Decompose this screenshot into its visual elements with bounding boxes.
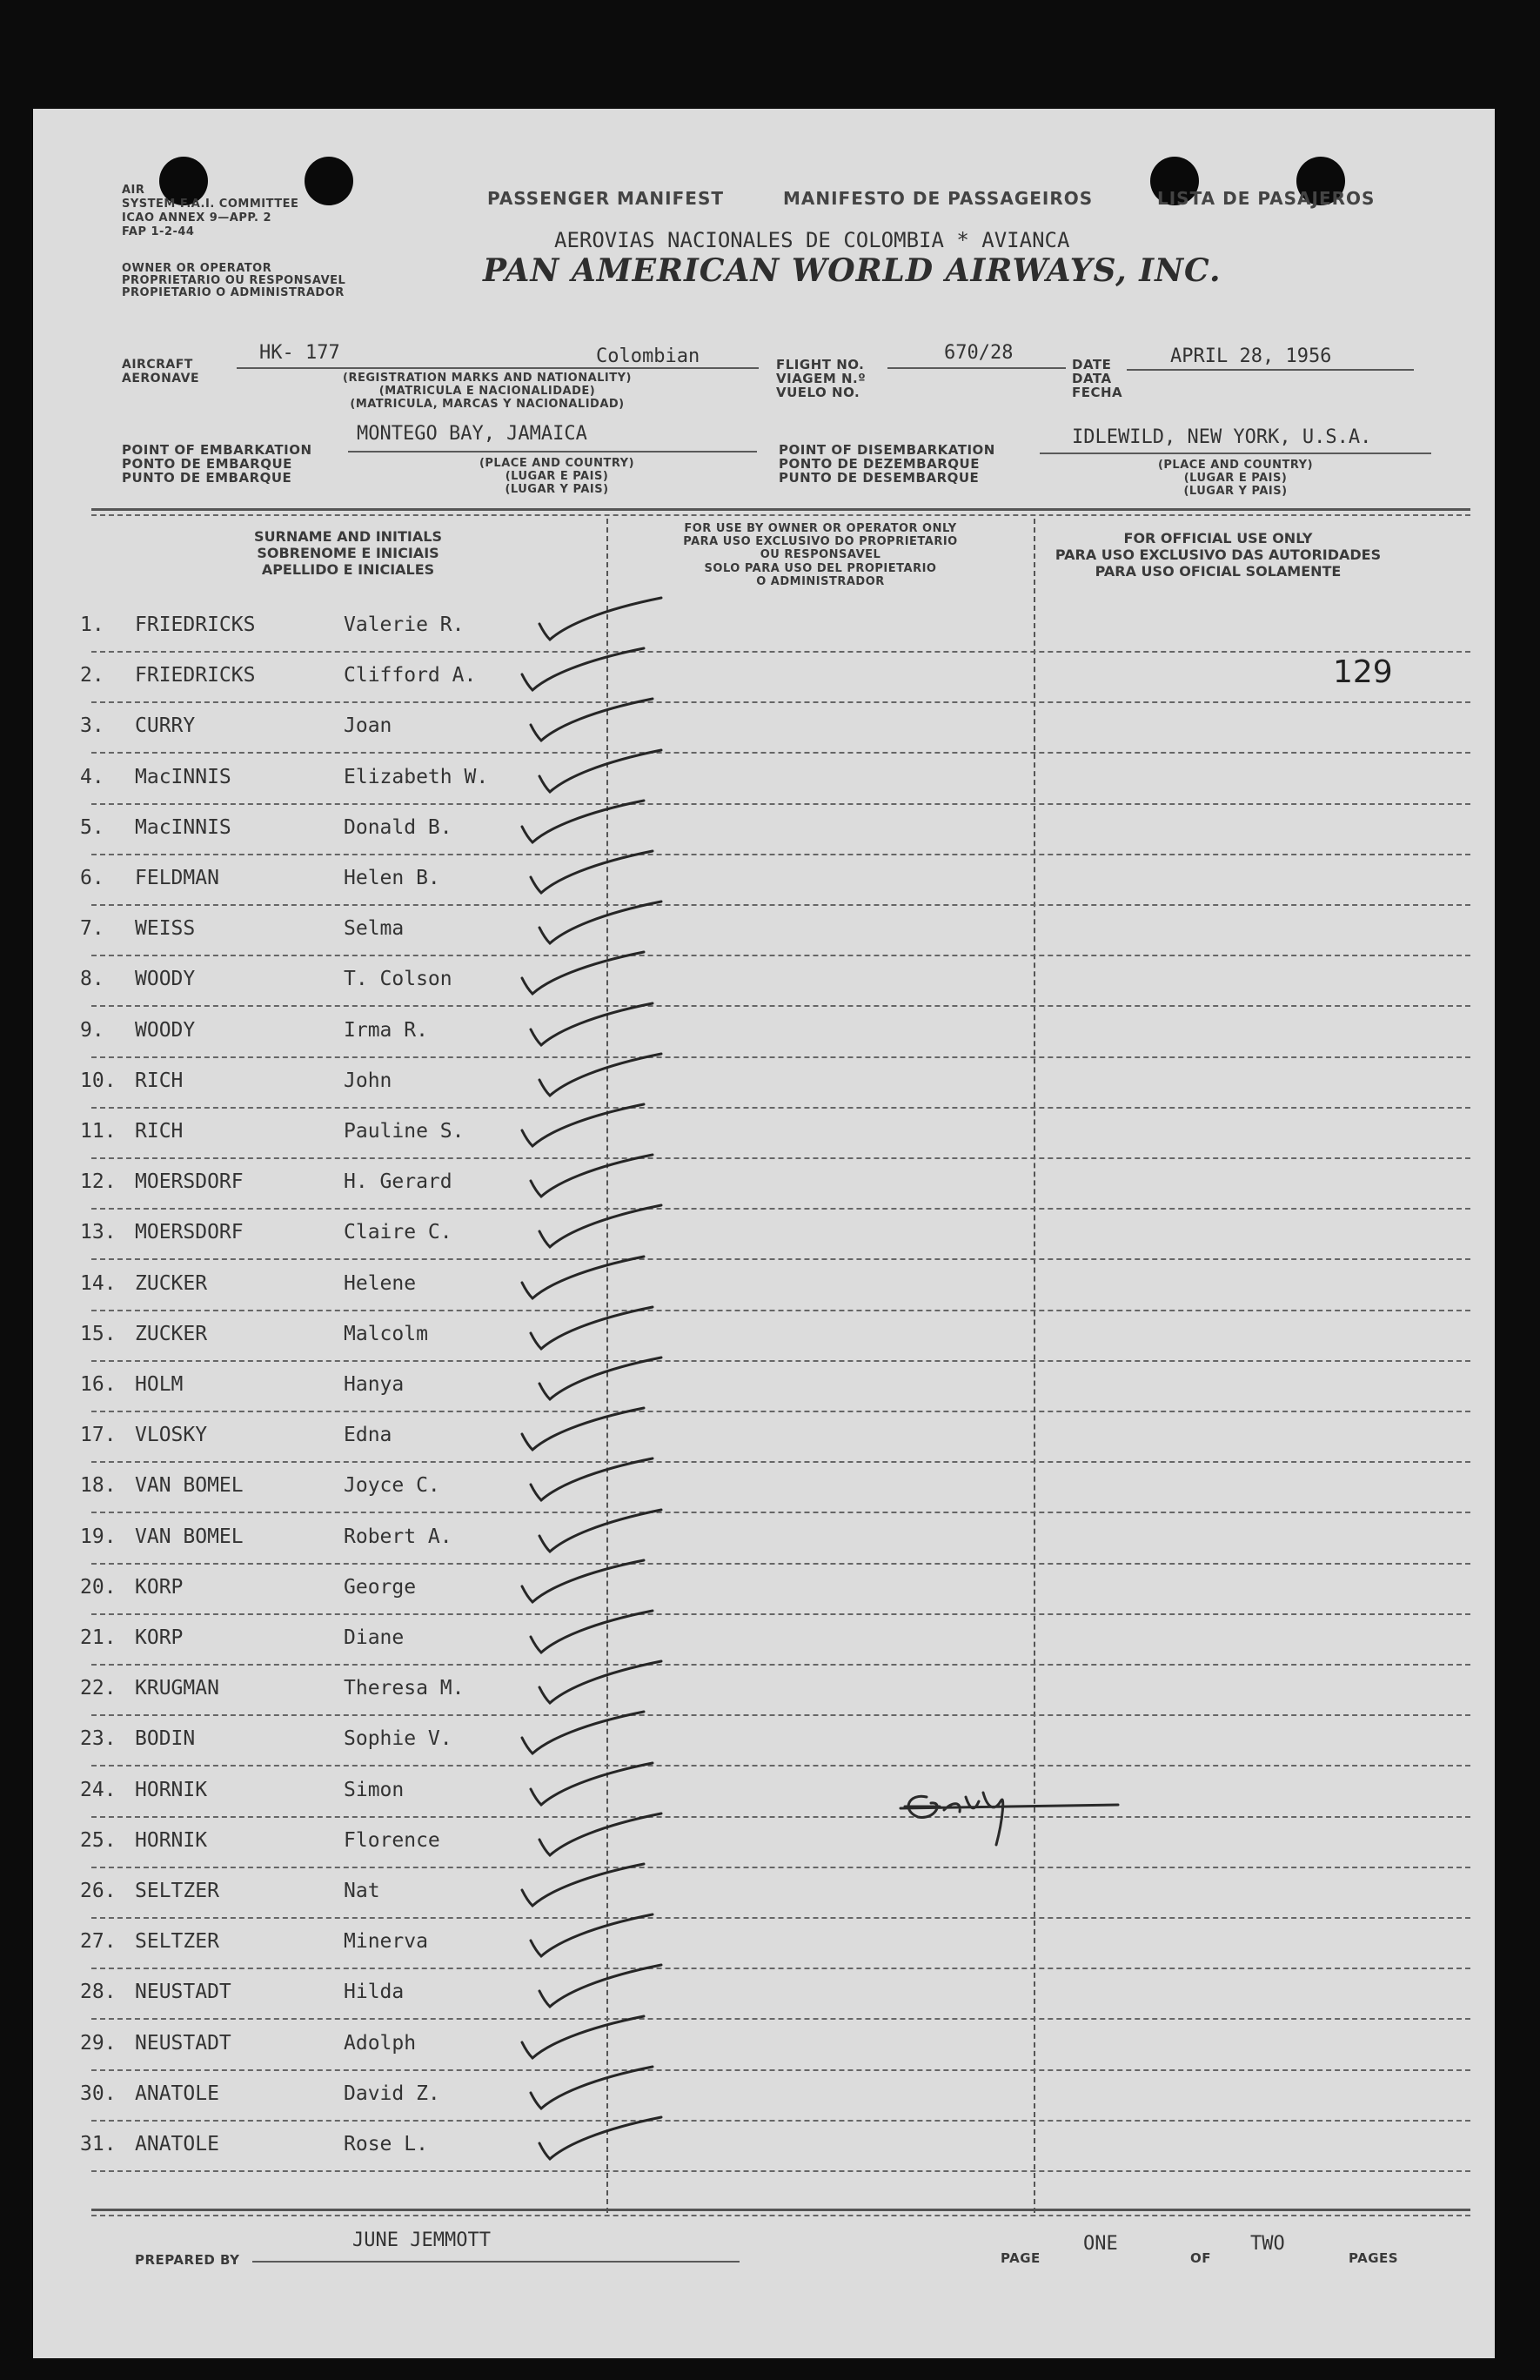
disembark-label: PONTO DE DEZEMBARQUE	[779, 456, 980, 472]
passenger-surname: WOODY	[135, 1018, 196, 1042]
passenger-surname: WEISS	[135, 917, 196, 941]
operator-printed: PAN AMERICAN WORLD AIRWAYS, INC.	[483, 252, 1222, 289]
official-stamp-number: 129	[1333, 654, 1393, 690]
aircraft-label: AERONAVE	[122, 372, 200, 385]
check-mark	[531, 2114, 679, 2175]
row-rule	[91, 752, 1470, 754]
disembark-label: POINT OF DISEMBARKATION	[779, 442, 995, 458]
passenger-number: 14.	[80, 1271, 117, 1295]
passenger-surname: HOLM	[135, 1373, 184, 1396]
passenger-surname: WOODY	[135, 968, 196, 991]
passenger-given-names: George	[344, 1575, 417, 1599]
passenger-number: 2.	[80, 664, 104, 687]
passenger-surname: HORNIK	[135, 1828, 208, 1852]
of-label: OF	[1190, 2250, 1211, 2266]
row-rule	[91, 854, 1470, 855]
flight-number: 670/28	[944, 342, 1014, 364]
owner-header: SOLO PARA USO DEL PROPIETARIO	[704, 562, 937, 575]
passenger-surname: HORNIK	[135, 1778, 208, 1801]
passenger-number: 30.	[80, 2082, 117, 2105]
flight-label: VUELO NO.	[776, 385, 860, 400]
row-rule	[91, 1867, 1470, 1868]
reg-caption: (MATRICULA E NACIONALIDADE)	[378, 385, 596, 398]
passenger-number: 4.	[80, 765, 104, 788]
page-number: ONE	[1083, 2233, 1118, 2255]
date-label: FECHA	[1072, 385, 1123, 400]
aircraft-label: AIRCRAFT	[122, 358, 193, 372]
title-es: LISTA DE PASAJEROS	[1157, 188, 1376, 209]
title-en: PASSENGER MANIFEST	[487, 188, 724, 209]
owner-header: OU RESPONSAVEL	[760, 548, 881, 561]
row-rule	[91, 1714, 1470, 1716]
passenger-surname: KORP	[135, 1626, 184, 1649]
passenger-given-names: Donald B.	[344, 815, 452, 839]
disembark-underline	[1040, 453, 1431, 454]
punch-hole	[305, 157, 353, 205]
row-rule	[91, 1157, 1470, 1159]
date-underline	[1127, 369, 1414, 371]
passenger-given-names: Irma R.	[344, 1018, 428, 1042]
passenger-given-names: Selma	[344, 917, 405, 941]
passenger-surname: ZUCKER	[135, 1271, 208, 1295]
row-rule	[91, 1005, 1470, 1007]
passenger-number: 24.	[80, 1778, 117, 1801]
passenger-given-names: Joan	[344, 714, 392, 738]
passenger-surname: FELDMAN	[135, 867, 219, 889]
passenger-number: 11.	[80, 1120, 117, 1143]
embark-caption: (LUGAR Y PAIS)	[505, 483, 609, 496]
embark-label: PUNTO DE EMBARQUE	[122, 470, 292, 486]
passenger-number: 26.	[80, 1880, 117, 1902]
passenger-surname: SELTZER	[135, 1880, 219, 1902]
passenger-number: 8.	[80, 968, 104, 991]
row-rule	[91, 1310, 1470, 1311]
owner-label: PROPIETARIO O ADMINISTRADOR	[122, 286, 345, 299]
passenger-given-names: Hilda	[344, 1981, 405, 2004]
row-rule	[91, 1258, 1470, 1260]
passenger-number: 1.	[80, 613, 104, 636]
row-rule	[91, 1968, 1470, 1969]
passenger-surname: MacINNIS	[135, 765, 231, 788]
row-rule	[91, 1765, 1470, 1767]
embark-underline	[348, 451, 757, 453]
row-rule	[91, 1208, 1470, 1210]
row-rule	[91, 1816, 1470, 1818]
passenger-number: 29.	[80, 2031, 117, 2055]
owner-header: PARA USO EXCLUSIVO DO PROPRIETARIO	[683, 535, 958, 548]
embark-caption: (LUGAR E PAIS)	[505, 470, 609, 483]
row-rule	[91, 701, 1470, 703]
passenger-given-names: Pauline S.	[344, 1120, 465, 1143]
passenger-number: 28.	[80, 1981, 117, 2004]
passenger-surname: SELTZER	[135, 1930, 219, 1954]
row-rule	[91, 1917, 1470, 1919]
disembark-caption: (LUGAR Y PAIS)	[1183, 485, 1288, 498]
reg-caption: (REGISTRATION MARKS AND NATIONALITY)	[343, 372, 632, 385]
passenger-given-names: H. Gerard	[344, 1170, 452, 1194]
committee-line: AIR	[122, 184, 145, 197]
passenger-given-names: Claire C.	[344, 1221, 452, 1244]
owner-header: FOR USE BY OWNER OR OPERATOR ONLY	[684, 522, 957, 535]
aircraft-reg: HK- 177	[259, 342, 340, 364]
date-label: DATE	[1072, 357, 1112, 372]
passenger-number: 3.	[80, 714, 104, 738]
flight-date: APRIL 28, 1956	[1170, 345, 1332, 367]
passenger-number: 9.	[80, 1018, 104, 1042]
passenger-given-names: Joyce C.	[344, 1474, 440, 1498]
row-rule	[91, 904, 1470, 906]
names-header: SURNAME AND INITIALS	[254, 528, 442, 545]
column-divider	[1034, 519, 1035, 2213]
title-pt: MANIFESTO DE PASSAGEIROS	[783, 188, 1094, 209]
passenger-number: 16.	[80, 1373, 117, 1396]
owner-header: O ADMINISTRADOR	[756, 575, 885, 588]
row-rule	[91, 1461, 1470, 1463]
prepared-underline	[252, 2261, 740, 2263]
passenger-given-names: Minerva	[344, 1930, 428, 1954]
table-bottom-rule	[91, 2209, 1470, 2211]
passenger-surname: KORP	[135, 1575, 184, 1599]
passenger-number: 13.	[80, 1221, 117, 1244]
passenger-given-names: Simon	[344, 1778, 405, 1801]
passenger-given-names: Malcolm	[344, 1322, 428, 1345]
passenger-number: 17.	[80, 1424, 117, 1447]
embark-caption: (PLACE AND COUNTRY)	[479, 457, 635, 470]
row-rule	[91, 1664, 1470, 1666]
row-rule	[91, 2069, 1470, 2071]
passenger-given-names: Nat	[344, 1880, 380, 1902]
row-rule	[91, 1512, 1470, 1513]
passenger-surname: BODIN	[135, 1727, 196, 1751]
passenger-given-names: Hanya	[344, 1373, 405, 1396]
official-header: PARA USO EXCLUSIVO DAS AUTORIDADES	[1055, 546, 1382, 563]
passenger-surname: ANATOLE	[135, 2133, 219, 2155]
passenger-number: 6.	[80, 867, 104, 889]
committee-line: FAP 1-2-44	[122, 225, 195, 238]
owner-label: OWNER OR OPERATOR	[122, 262, 272, 275]
passenger-given-names: David Z.	[344, 2082, 440, 2105]
passenger-number: 20.	[80, 1575, 117, 1599]
passenger-given-names: Diane	[344, 1626, 405, 1649]
passenger-number: 5.	[80, 815, 104, 839]
row-rule	[91, 803, 1470, 805]
passenger-number: 18.	[80, 1474, 117, 1498]
passenger-surname: ANATOLE	[135, 2082, 219, 2105]
disembark-label: PUNTO DE DESEMBARQUE	[779, 470, 980, 486]
passenger-surname: KRUGMAN	[135, 1677, 219, 1700]
passenger-given-names: Theresa M.	[344, 1677, 465, 1700]
passenger-given-names: Helen B.	[344, 867, 440, 889]
passenger-number: 12.	[80, 1170, 117, 1194]
table-top-rule	[91, 514, 1470, 516]
passenger-given-names: John	[344, 1069, 392, 1092]
aircraft-nationality: Colombian	[596, 345, 700, 367]
committee-line: SYSTEM F.A.I. COMMITTEE	[122, 198, 299, 211]
row-rule	[91, 955, 1470, 956]
row-rule	[91, 2170, 1470, 2172]
embark-label: POINT OF EMBARKATION	[122, 442, 312, 458]
prepared-by: JUNE JEMMOTT	[352, 2229, 491, 2251]
passenger-number: 15.	[80, 1322, 117, 1345]
passenger-surname: MacINNIS	[135, 815, 231, 839]
disembark-place: IDLEWILD, NEW YORK, U.S.A.	[1072, 426, 1372, 448]
embark-place: MONTEGO BAY, JAMAICA	[357, 423, 587, 445]
passenger-given-names: Helene	[344, 1271, 417, 1295]
passenger-number: 22.	[80, 1677, 117, 1700]
operator-typed: AEROVIAS NACIONALES DE COLOMBIA * AVIANCA	[554, 228, 1070, 252]
row-rule	[91, 1613, 1470, 1615]
row-rule	[91, 1056, 1470, 1058]
passenger-surname: VAN BOMEL	[135, 1474, 244, 1498]
passenger-number: 31.	[80, 2133, 117, 2155]
names-header: APELLIDO E INICIALES	[261, 561, 435, 578]
committee-line: ICAO ANNEX 9—APP. 2	[122, 211, 272, 225]
owner-label: PROPRIETARIO OU RESPONSAVEL	[122, 274, 346, 287]
row-rule	[91, 651, 1470, 653]
passenger-number: 21.	[80, 1626, 117, 1649]
flight-underline	[887, 367, 1066, 369]
passenger-given-names: Adolph	[344, 2031, 417, 2055]
names-header: SOBRENOME E INICIAIS	[257, 545, 439, 561]
page-label: PAGE	[1001, 2250, 1041, 2266]
flight-label: FLIGHT NO.	[776, 357, 865, 372]
row-rule	[91, 1107, 1470, 1109]
passenger-surname: MOERSDORF	[135, 1221, 244, 1244]
passenger-number: 25.	[80, 1828, 117, 1852]
pages-label: PAGES	[1349, 2250, 1399, 2266]
passenger-given-names: Rose L.	[344, 2133, 428, 2155]
passenger-given-names: Florence	[344, 1828, 440, 1852]
passenger-number: 19.	[80, 1525, 117, 1548]
row-rule	[91, 1411, 1470, 1412]
passenger-surname: ZUCKER	[135, 1322, 208, 1345]
passenger-surname: FRIEDRICKS	[135, 664, 256, 687]
passenger-surname: RICH	[135, 1120, 184, 1143]
passenger-given-names: Valerie R.	[344, 613, 465, 636]
reg-caption: (MATRICULA, MARCAS Y NACIONALIDAD)	[350, 398, 625, 411]
passenger-surname: NEUSTADT	[135, 2031, 231, 2055]
row-rule	[91, 2018, 1470, 2020]
table-bottom-rule	[91, 2215, 1470, 2216]
passenger-surname: NEUSTADT	[135, 1981, 231, 2004]
passenger-given-names: T. Colson	[344, 968, 452, 991]
passenger-given-names: Edna	[344, 1424, 392, 1447]
date-label: DATA	[1072, 371, 1112, 386]
passenger-surname: FRIEDRICKS	[135, 613, 256, 636]
passenger-number: 7.	[80, 917, 104, 941]
row-rule	[91, 1563, 1470, 1565]
table-top-rule	[91, 508, 1470, 511]
disembark-caption: (PLACE AND COUNTRY)	[1157, 459, 1314, 472]
passenger-given-names: Robert A.	[344, 1525, 452, 1548]
prepared-label: PREPARED BY	[135, 2252, 240, 2268]
row-rule	[91, 2120, 1470, 2122]
passenger-given-names: Sophie V.	[344, 1727, 452, 1751]
embark-label: PONTO DE EMBARQUE	[122, 456, 292, 472]
passenger-given-names: Elizabeth W.	[344, 765, 489, 788]
aircraft-underline	[237, 367, 759, 369]
passenger-number: 10.	[80, 1069, 117, 1092]
official-header: PARA USO OFICIAL SOLAMENTE	[1095, 563, 1342, 580]
passenger-number: 23.	[80, 1727, 117, 1751]
page-total: TWO	[1250, 2233, 1285, 2255]
passenger-surname: CURRY	[135, 714, 196, 738]
official-header: FOR OFFICIAL USE ONLY	[1123, 530, 1313, 546]
passenger-given-names: Clifford A.	[344, 664, 477, 687]
passenger-surname: MOERSDORF	[135, 1170, 244, 1194]
passenger-surname: RICH	[135, 1069, 184, 1092]
signature-mark	[892, 1758, 1127, 1862]
passenger-surname: VAN BOMEL	[135, 1525, 244, 1548]
flight-label: VIAGEM N.º	[776, 371, 867, 386]
row-rule	[91, 1360, 1470, 1362]
passenger-number: 27.	[80, 1930, 117, 1954]
passenger-surname: VLOSKY	[135, 1424, 208, 1447]
disembark-caption: (LUGAR E PAIS)	[1183, 472, 1288, 485]
